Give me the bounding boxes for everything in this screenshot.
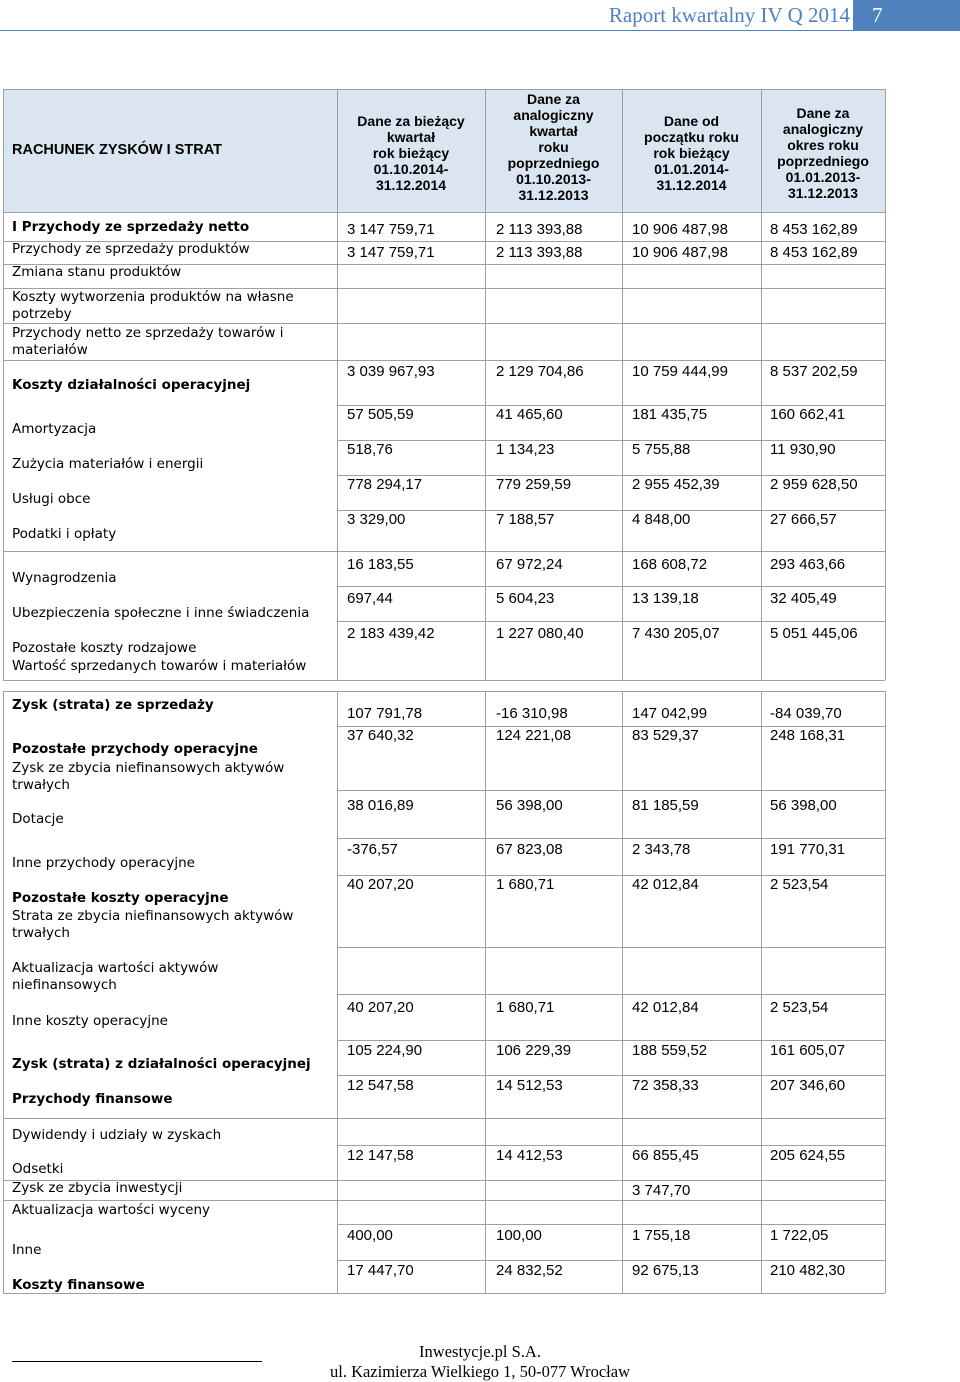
row-label: Pozostałe przychody operacyjne xyxy=(12,741,258,757)
row-value: 2 113 393,88 xyxy=(496,244,583,261)
value-row-border xyxy=(337,1260,885,1261)
row-value: 191 770,31 xyxy=(770,841,846,858)
footer-address: ul. Kazimierza Wielkiego 1, 50-077 Wrocław xyxy=(329,1362,630,1381)
row-border xyxy=(3,212,885,213)
row-value: 697,44 xyxy=(347,590,393,607)
row-label: Koszty wytworzenia produktów na własne potrzeby xyxy=(12,289,294,322)
row-value: 1 680,71 xyxy=(496,876,555,893)
row-value: 778 294,17 xyxy=(347,476,423,493)
column-border xyxy=(885,89,886,680)
row-value: 107 791,78 xyxy=(347,705,423,722)
row-label: Wartość sprzedanych towarów i materiałów xyxy=(12,658,307,674)
row-value: 205 624,55 xyxy=(770,1147,846,1164)
row-value: 293 463,66 xyxy=(770,556,846,573)
value-row-border xyxy=(337,586,885,587)
table-title: RACHUNEK ZYSKÓW I STRAT xyxy=(12,142,222,158)
row-label: Amortyzacja xyxy=(12,421,97,437)
row-label: Zysk ze zbycia inwestycji xyxy=(12,1180,183,1196)
row-value: 518,76 xyxy=(347,441,393,458)
row-value: 40 207,20 xyxy=(347,876,414,893)
row-value: 14 512,53 xyxy=(496,1077,563,1094)
row-label: Ubezpieczenia społeczne i inne świadczenia xyxy=(12,605,310,621)
row-value: 11 930,90 xyxy=(770,441,836,458)
row-value: 160 662,41 xyxy=(770,406,846,423)
row-value: 2 129 704,86 xyxy=(496,363,584,380)
row-label: Koszty działalności operacyjnej xyxy=(12,377,251,393)
row-value: 10 759 444,99 xyxy=(632,363,728,380)
row-label: Zysk ze zbycia niefinansowych aktywów trwałych xyxy=(12,760,285,793)
row-label: Pozostałe koszty operacyjne xyxy=(12,890,229,906)
value-row-border xyxy=(337,1145,885,1146)
row-label: Inne przychody operacyjne xyxy=(12,855,195,871)
page-number: 7 xyxy=(853,0,960,30)
row-value: 8 537 202,59 xyxy=(770,363,858,380)
row-value: 40 207,20 xyxy=(347,999,414,1016)
row-value: 2 113 393,88 xyxy=(496,221,583,238)
row-value: 2 523,54 xyxy=(770,876,829,893)
row-value: 2 343,78 xyxy=(632,841,691,858)
column-header: Dane od początku roku rok bieżący 01.01.2014- 31.12.2014 xyxy=(644,113,739,193)
row-label: Usługi obce xyxy=(12,491,91,507)
row-value: 24 832,52 xyxy=(496,1262,563,1279)
row-value: 3 147 759,71 xyxy=(347,244,435,261)
row-border xyxy=(3,691,885,692)
row-value: 67 823,08 xyxy=(496,841,563,858)
row-value: 3 329,00 xyxy=(347,511,406,528)
row-value: 1 680,71 xyxy=(496,999,555,1016)
row-label: Dotacje xyxy=(12,811,64,827)
row-value: 83 529,37 xyxy=(632,727,699,744)
row-value: 1 227 080,40 xyxy=(496,625,584,642)
row-border xyxy=(3,1118,885,1119)
value-row-border xyxy=(337,838,885,839)
row-value: 3 039 967,93 xyxy=(347,363,435,380)
row-value: 5 755,88 xyxy=(632,441,691,458)
row-label: Strata ze zbycia niefinansowych aktywów trwałych xyxy=(12,908,294,941)
footer-company: Inwestycje.pl S.A. xyxy=(419,1342,541,1361)
row-label: Pozostałe koszty rodzajowe xyxy=(12,640,197,656)
row-value: 67 972,24 xyxy=(496,556,563,573)
row-label: Inne koszty operacyjne xyxy=(12,1013,168,1029)
row-border xyxy=(3,89,885,90)
row-value: 106 229,39 xyxy=(496,1042,572,1059)
row-value: 207 346,60 xyxy=(770,1077,846,1094)
row-value: 13 139,18 xyxy=(632,590,699,607)
value-row-border xyxy=(337,790,885,791)
column-border xyxy=(885,691,886,1293)
column-border xyxy=(761,691,762,1293)
row-value: 181 435,75 xyxy=(632,406,708,423)
row-value: 2 183 439,42 xyxy=(347,625,435,642)
row-border xyxy=(3,360,885,361)
row-label: Zysk (strata) z działalności operacyjnej xyxy=(12,1056,311,1072)
row-label: Odsetki xyxy=(12,1161,64,1177)
row-value: 37 640,32 xyxy=(347,727,414,744)
row-value: 42 012,84 xyxy=(632,999,699,1016)
row-border xyxy=(3,551,885,552)
row-value: 56 398,00 xyxy=(770,797,837,814)
row-value: 8 453 162,89 xyxy=(770,244,858,261)
row-label: Przychody netto ze sprzedaży towarów i materiałów xyxy=(12,325,284,358)
row-value: 1 722,05 xyxy=(770,1227,829,1244)
row-label: Podatki i opłaty xyxy=(12,526,117,542)
row-value: 8 453 162,89 xyxy=(770,221,858,238)
row-value: 147 042,99 xyxy=(632,705,708,722)
column-border xyxy=(337,691,338,1293)
row-value: 248 168,31 xyxy=(770,727,846,744)
row-label: Przychody ze sprzedaży produktów xyxy=(12,241,250,257)
row-value: -376,57 xyxy=(347,841,398,858)
header-rule xyxy=(0,30,960,31)
row-value: 16 183,55 xyxy=(347,556,414,573)
row-value: 27 666,57 xyxy=(770,511,837,528)
row-label: Zysk (strata) ze sprzedaży xyxy=(12,697,214,713)
row-value: 81 185,59 xyxy=(632,797,699,814)
row-value: 124 221,08 xyxy=(496,727,572,744)
row-border xyxy=(3,323,885,324)
row-label: Przychody finansowe xyxy=(12,1091,173,1107)
row-value: 72 358,33 xyxy=(632,1077,699,1094)
row-value: 10 906 487,98 xyxy=(632,221,728,238)
value-row-border xyxy=(337,621,885,622)
row-value: 168 608,72 xyxy=(632,556,708,573)
column-border xyxy=(3,691,4,1293)
row-value: -16 310,98 xyxy=(496,705,568,722)
column-border xyxy=(485,691,486,1293)
row-value: 12 547,58 xyxy=(347,1077,414,1094)
row-value: 12 147,58 xyxy=(347,1147,414,1164)
row-value: 400,00 xyxy=(347,1227,393,1244)
row-value: 56 398,00 xyxy=(496,797,563,814)
row-value: 2 955 452,39 xyxy=(632,476,720,493)
row-value: 100,00 xyxy=(496,1227,542,1244)
column-header: Dane za bieżący kwartał rok bieżący 01.10.2014- 31.12.2014 xyxy=(357,113,465,193)
report-title: Raport kwartalny IV Q 2014 xyxy=(608,3,850,27)
row-value: 17 447,70 xyxy=(347,1262,414,1279)
row-value: 3 147 759,71 xyxy=(347,221,435,238)
row-value: -84 039,70 xyxy=(770,705,842,722)
row-border xyxy=(3,1200,885,1201)
column-header: Dane za analogiczny okres roku poprzedniego 01.01.2013- 31.12.2013 xyxy=(777,105,869,201)
row-label: Inne xyxy=(12,1242,42,1258)
row-value: 779 259,59 xyxy=(496,476,572,493)
row-value: 161 605,07 xyxy=(770,1042,846,1059)
row-value: 2 523,54 xyxy=(770,999,829,1016)
row-label: Dywidendy i udziały w zyskach xyxy=(12,1127,222,1143)
row-value: 92 675,13 xyxy=(632,1262,699,1279)
row-value: 14 412,53 xyxy=(496,1147,563,1164)
row-value: 5 051 445,06 xyxy=(770,625,858,642)
row-label: Zużycia materiałów i energii xyxy=(12,456,204,472)
value-row-border xyxy=(337,1224,885,1225)
row-value: 66 855,45 xyxy=(632,1147,699,1164)
column-header: Dane za analogiczny kwartał roku poprzedniego 01.10.2013- 31.12.2013 xyxy=(507,91,600,203)
row-value: 105 224,90 xyxy=(347,1042,423,1059)
row-value: 41 465,60 xyxy=(496,406,563,423)
row-value: 7 188,57 xyxy=(496,511,555,528)
row-value: 188 559,52 xyxy=(632,1042,708,1059)
row-value: 5 604,23 xyxy=(496,590,555,607)
row-value: 7 430 205,07 xyxy=(632,625,720,642)
row-value: 1 134,23 xyxy=(496,441,555,458)
row-value: 4 848,00 xyxy=(632,511,691,528)
row-value: 3 747,70 xyxy=(632,1182,691,1199)
value-row-border xyxy=(337,1040,885,1041)
row-border xyxy=(3,680,885,681)
row-value: 57 505,59 xyxy=(347,406,414,423)
row-label: Zmiana stanu produktów xyxy=(12,264,182,280)
row-label: Wynagrodzenia xyxy=(12,570,117,586)
value-row-border xyxy=(337,1075,885,1076)
row-value: 32 405,49 xyxy=(770,590,837,607)
row-value: 10 906 487,98 xyxy=(632,244,728,261)
column-border xyxy=(622,691,623,1293)
row-value: 42 012,84 xyxy=(632,876,699,893)
row-label: Aktualizacja wartości aktywów niefinansowych xyxy=(12,960,219,993)
column-border xyxy=(3,89,4,680)
value-row-border xyxy=(337,947,885,948)
row-label: Aktualizacja wartości wyceny xyxy=(12,1202,210,1218)
row-value: 210 482,30 xyxy=(770,1262,846,1279)
row-label: Koszty finansowe xyxy=(12,1277,145,1293)
value-row-border xyxy=(337,994,885,995)
row-value: 1 755,18 xyxy=(632,1227,691,1244)
row-value: 38 016,89 xyxy=(347,797,414,814)
row-label: I Przychody ze sprzedaży netto xyxy=(12,219,250,235)
row-value: 2 959 628,50 xyxy=(770,476,858,493)
